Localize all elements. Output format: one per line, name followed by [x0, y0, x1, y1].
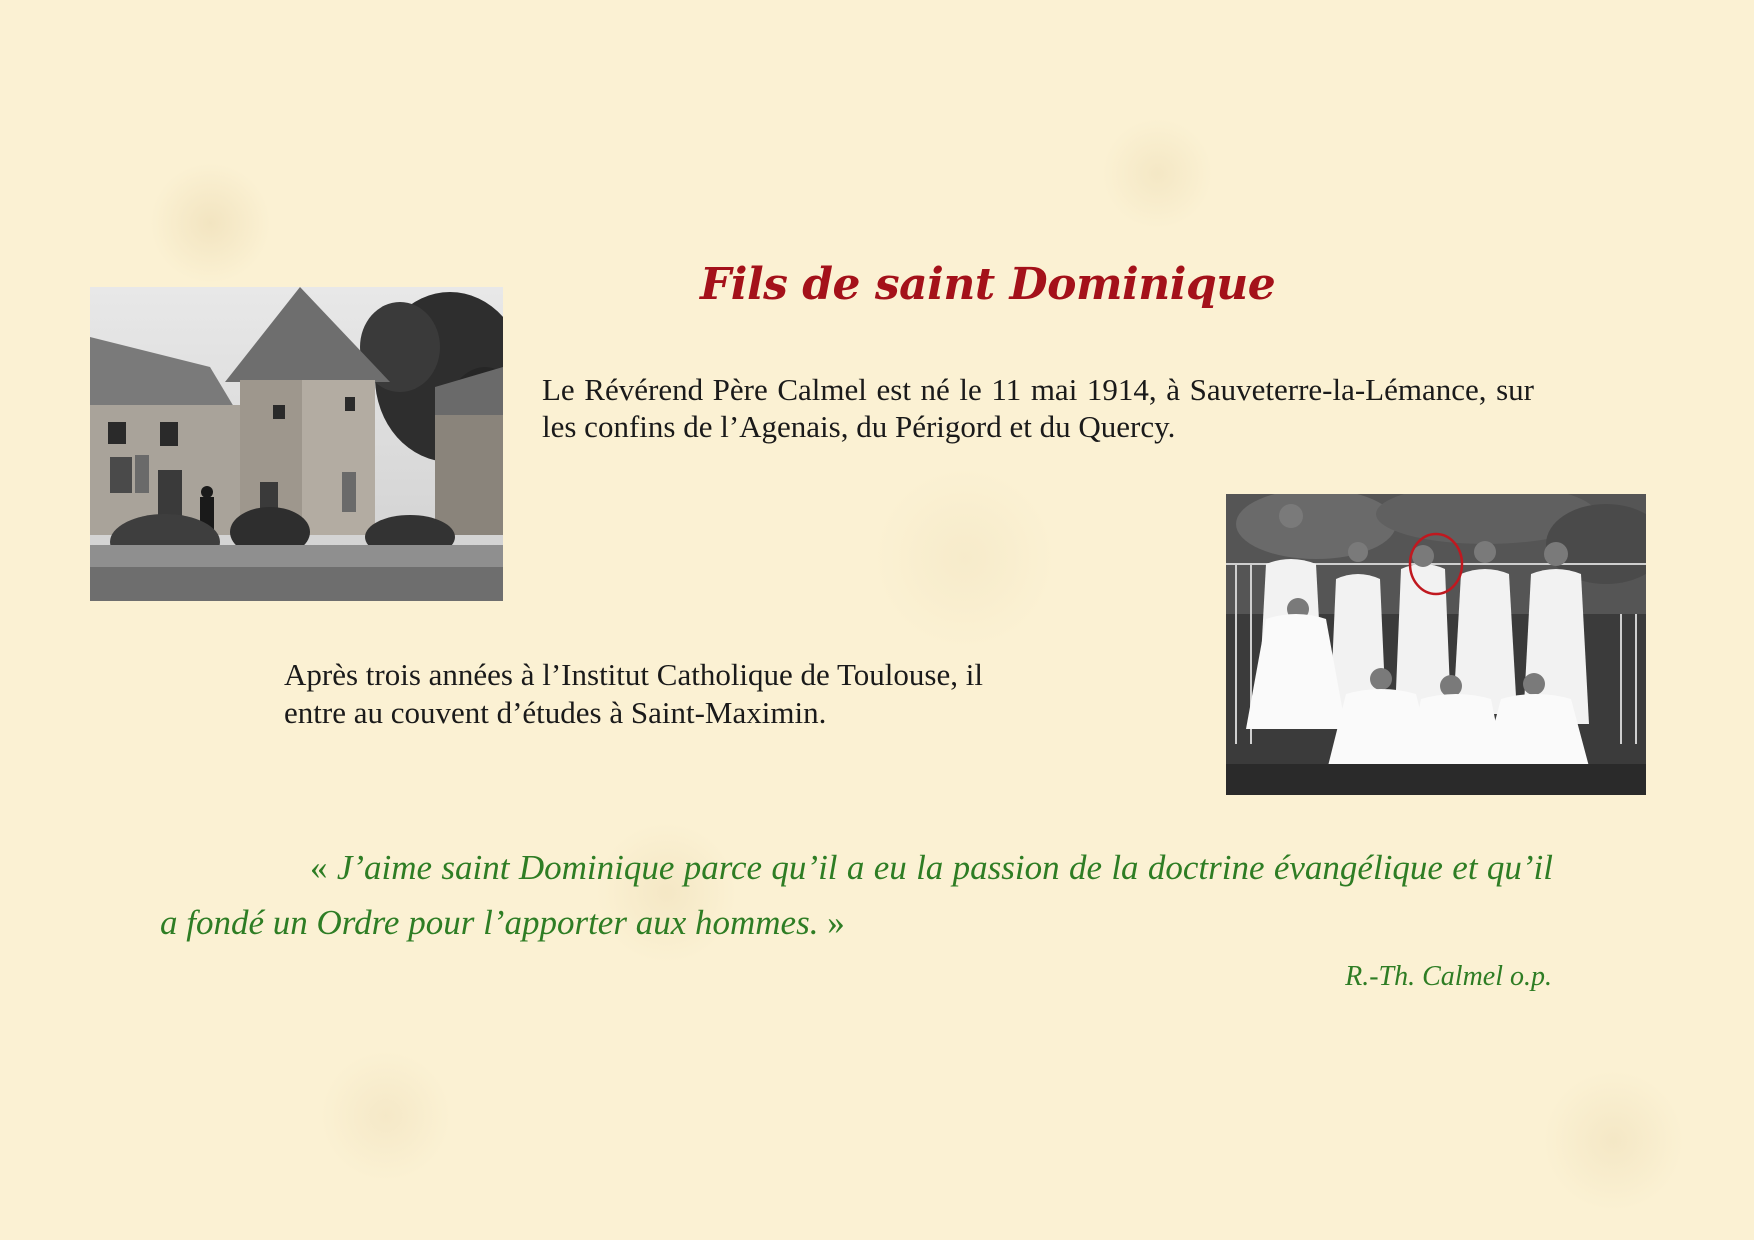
quote-close-mark: » [827, 903, 845, 942]
quote-open-mark: « [310, 848, 328, 887]
quote-author: R.-Th. Calmel o.p. [1345, 961, 1552, 992]
studies-line-1: Après trois années à l’Institut Catholique de Toulouse, il [284, 657, 983, 692]
house-photo [90, 287, 503, 601]
quote [160, 840, 1553, 950]
studies-paragraph [284, 656, 1184, 732]
studies-line-2: entre au couvent d’études à Saint-Maximin. [284, 695, 827, 730]
group-photo [1226, 494, 1646, 795]
quote-text: J’aime saint Dominique parce qu’il a eu la passion de la doctrine évangélique et qu’il a fondé un Ordre pour l’apporter aux hommes. [160, 848, 1553, 942]
birth-paragraph: Le Révérend Père Calmel est né le 11 mai 1914, à Sauveterre-la-Lémance, sur les confins de l’Agenais, du Périgord et du Quercy. [542, 372, 1534, 444]
page-title: Fils de saint Dominique [700, 259, 1276, 310]
